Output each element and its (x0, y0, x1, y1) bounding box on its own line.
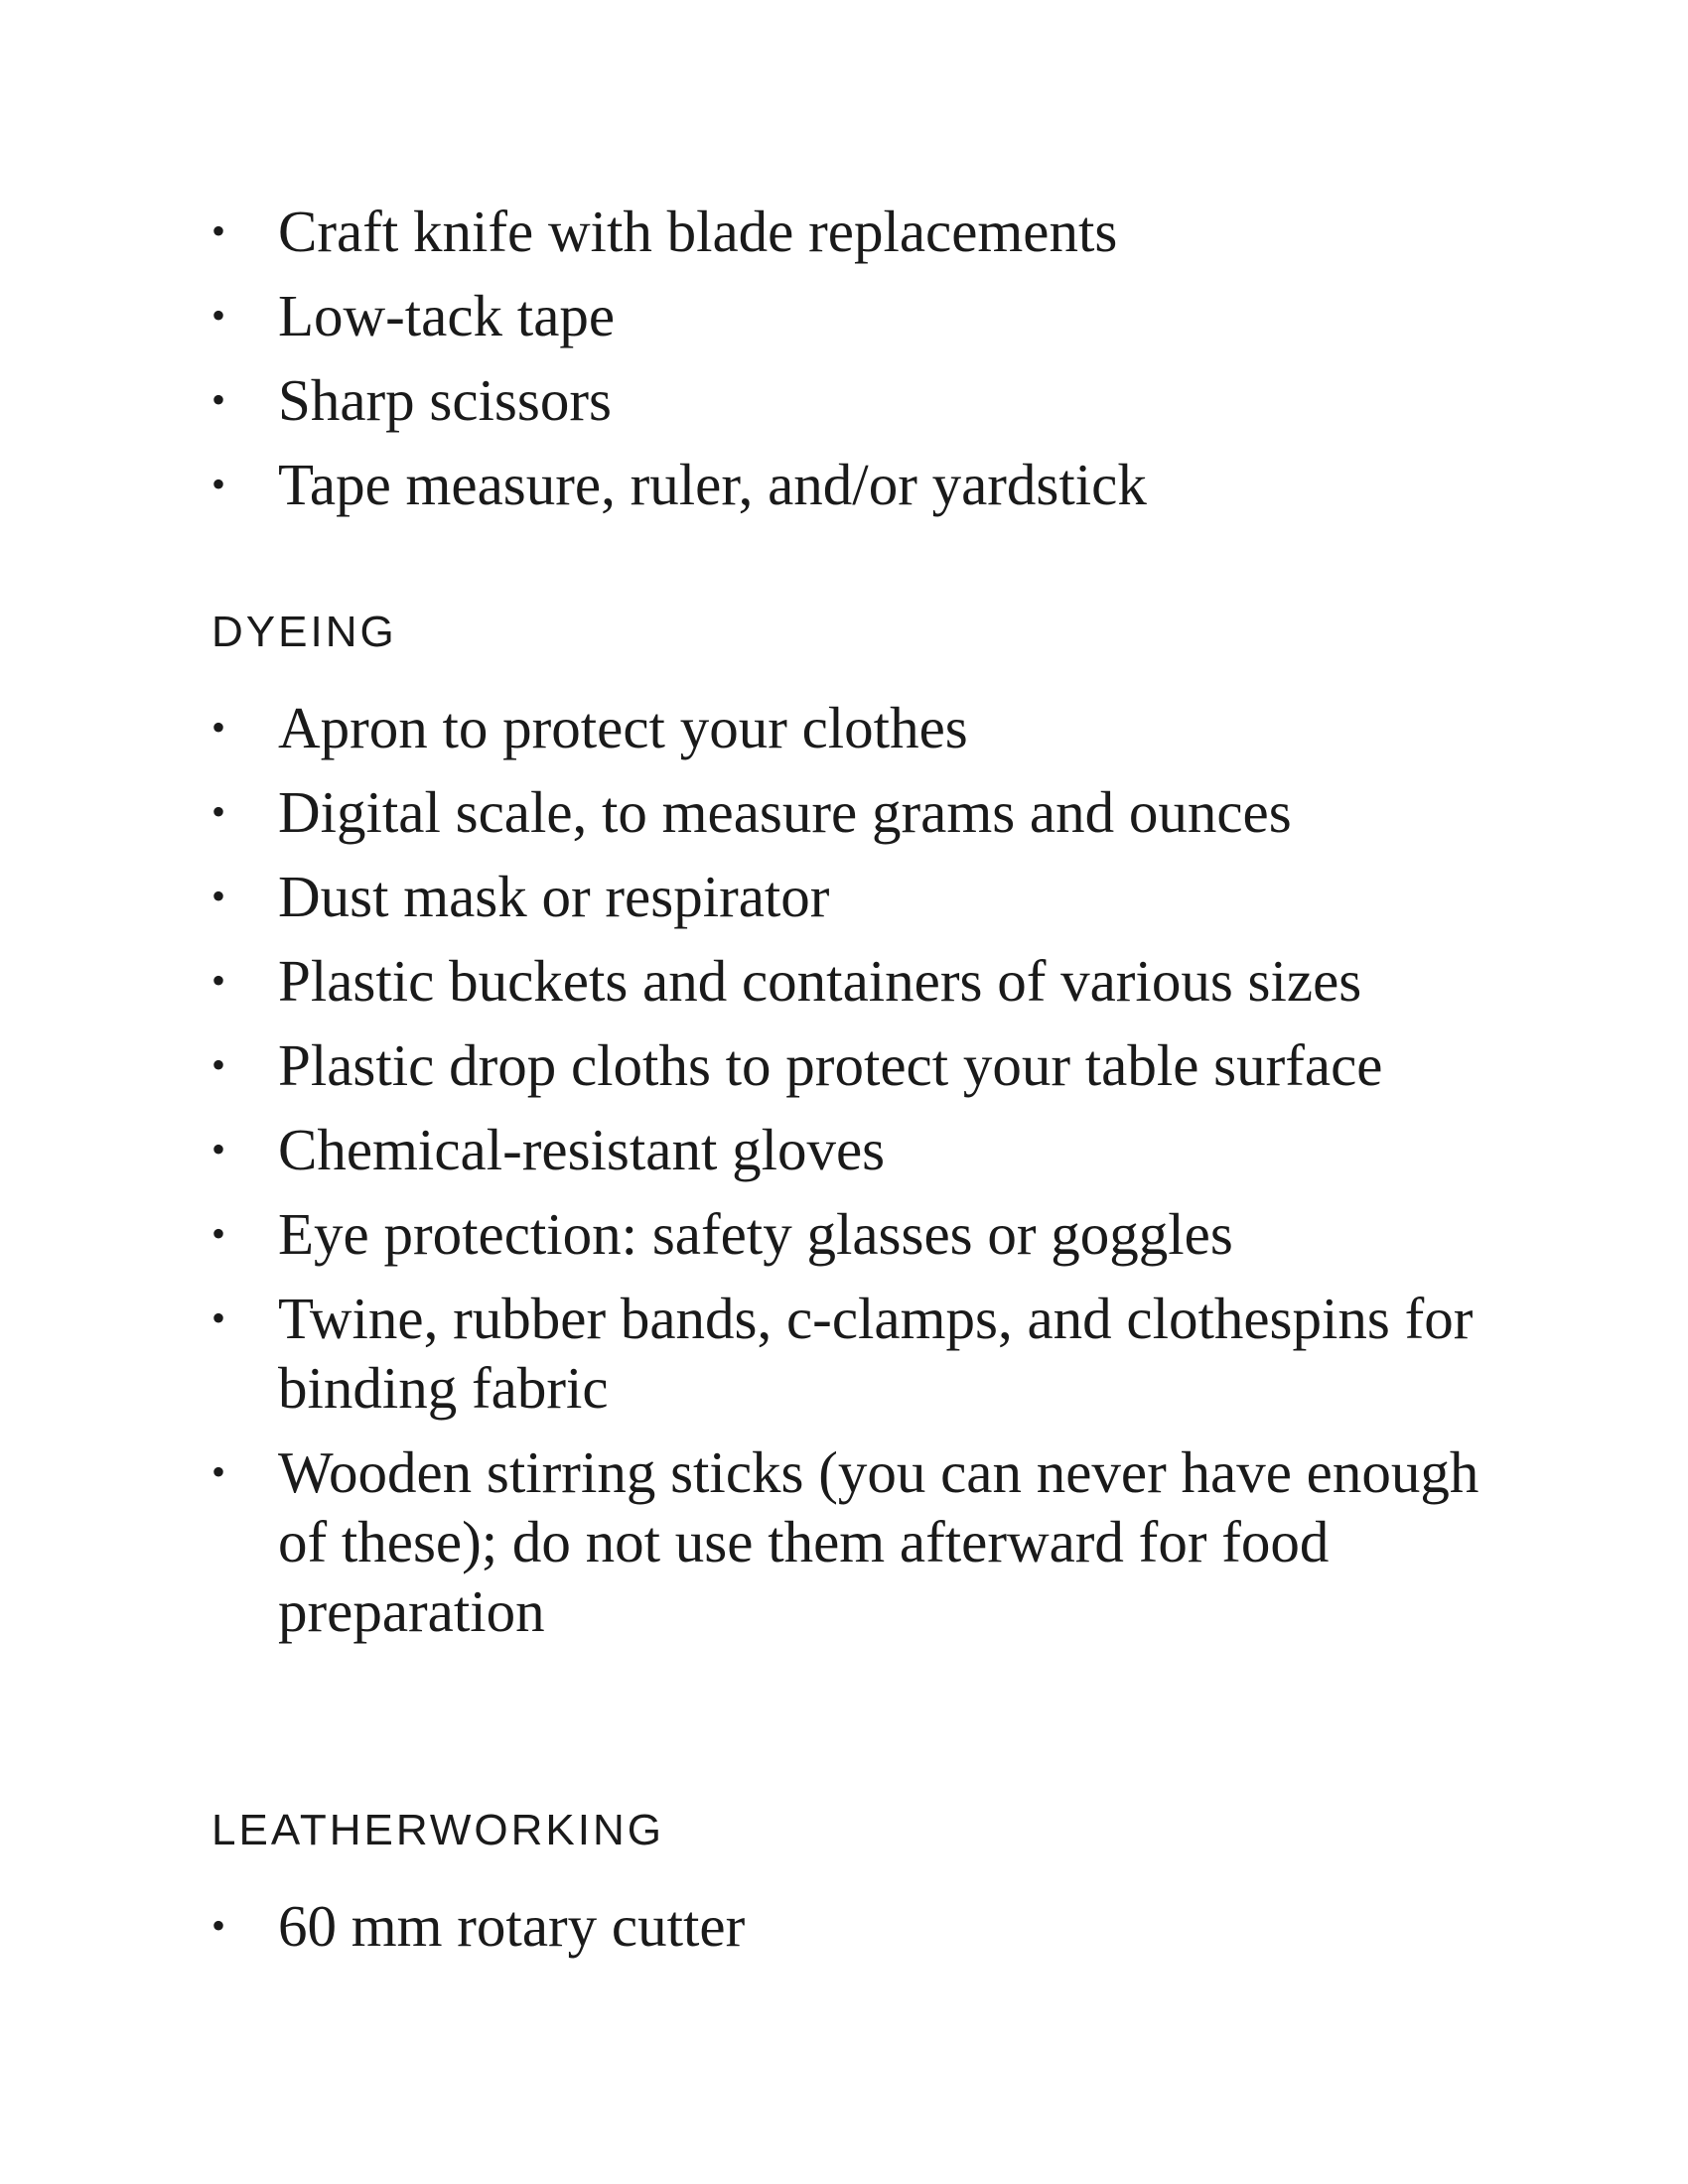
bullet: • (211, 874, 226, 918)
list-item-text: Plastic buckets and containers of various sizes (278, 948, 1362, 1014)
bullet: • (211, 462, 226, 506)
list-item-text: Craft knife with blade replacements (278, 199, 1118, 264)
list-item (0, 281, 1505, 350)
tools-list (0, 197, 1505, 534)
section-heading-leatherworking: LEATHERWORKING (211, 1806, 664, 1854)
list-item (0, 1891, 1505, 1961)
list-item (0, 365, 1505, 435)
section-heading-dyeing: DYEING (211, 608, 397, 656)
list-item (0, 1199, 1505, 1269)
bullet: • (211, 377, 226, 422)
list-item-text: Twine, rubber bands, c-clamps, and clothespins for binding fabric (278, 1286, 1474, 1421)
list-item-text: Digital scale, to measure grams and ounces (278, 779, 1292, 845)
list-item (0, 450, 1505, 519)
list-item-text: Wooden stirring sticks (you can never have enough of these); do not use them afterward for food preparation (278, 1439, 1479, 1644)
bullet: • (211, 1296, 226, 1340)
list-item-text: Tape measure, ruler, and/or yardstick (278, 452, 1147, 517)
bullet: • (211, 208, 226, 253)
list-item-text: Eye protection: safety glasses or goggles (278, 1201, 1233, 1267)
list-item (0, 1030, 1505, 1100)
list-item (0, 777, 1505, 847)
list-item-text: Low-tack tape (278, 283, 616, 348)
list-item-text: Apron to protect your clothes (278, 695, 968, 760)
bullet: • (211, 1127, 226, 1171)
bullet: • (211, 1211, 226, 1256)
list-item (0, 862, 1505, 931)
bullet: • (211, 958, 226, 1003)
list-item-text: Plastic drop cloths to protect your table surface (278, 1032, 1383, 1098)
list-item-text: Chemical-resistant gloves (278, 1117, 886, 1182)
list-item (0, 693, 1505, 762)
list-item (0, 197, 1505, 266)
dyeing-list (0, 693, 1505, 1661)
bullet: • (211, 1903, 226, 1948)
bullet: • (211, 1042, 226, 1087)
list-item (0, 1437, 1505, 1646)
leatherworking-list (0, 1891, 1505, 1961)
bullet: • (211, 293, 226, 338)
list-item-text: 60 mm rotary cutter (278, 1893, 746, 1959)
bullet: • (211, 705, 226, 750)
list-item-text: Sharp scissors (278, 367, 612, 433)
list-item (0, 946, 1505, 1016)
list-item (0, 1115, 1505, 1184)
bullet: • (211, 1449, 226, 1494)
list-item-text: Dust mask or respirator (278, 864, 830, 929)
list-item (0, 1284, 1505, 1423)
bullet: • (211, 789, 226, 834)
